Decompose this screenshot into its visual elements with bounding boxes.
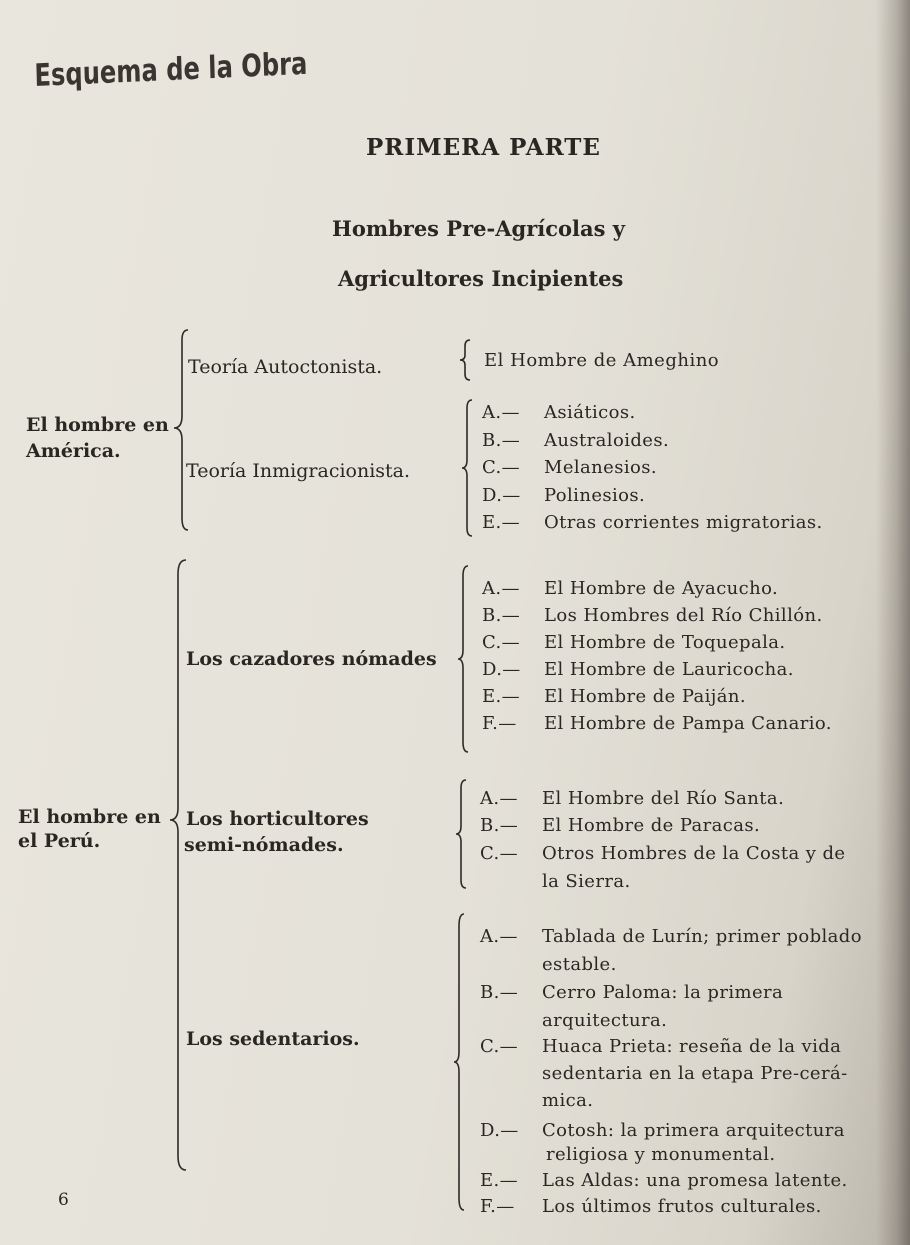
inmigracionista-brace: [458, 398, 476, 538]
list-item: E.— Otras corrientes migratorias.: [482, 512, 823, 533]
inmigracionista-label: Teoría Inmigracionista.: [186, 460, 411, 482]
peru-label-line-1: El hombre en: [18, 806, 161, 828]
horticultores-brace: [452, 778, 470, 892]
list-item: A.— El Hombre de Ayacucho.: [482, 578, 779, 599]
sedentarios-label: Los sedentarios.: [186, 1028, 360, 1050]
list-item: E.— Las Aldas: una promesa latente.: [480, 1170, 848, 1191]
autoctonista-item: El Hombre de Ameghino: [484, 350, 720, 371]
horticultores-label-line-1: Los horticultores: [186, 808, 369, 830]
cazadores-label: Los cazadores nómades: [186, 648, 437, 670]
peru-label-line-2: el Perú.: [18, 830, 101, 852]
list-item-continuation: arquitectura.: [542, 1010, 668, 1031]
subtitle-line-1: Hombres Pre-Agrícolas y: [332, 216, 625, 241]
list-item: A.— El Hombre del Río Santa.: [480, 788, 785, 809]
list-item: F.— Los últimos frutos culturales.: [480, 1196, 822, 1217]
america-label-line-2: América.: [26, 440, 121, 462]
list-item-continuation: la Sierra.: [542, 871, 631, 892]
page-number: 6: [58, 1190, 69, 1210]
horticultores-label-line-2: semi-nómades.: [184, 834, 344, 856]
part-title: PRIMERA PARTE: [366, 134, 601, 161]
list-item: D.— Polinesios.: [482, 485, 646, 506]
list-item: B.— Australoides.: [482, 430, 670, 451]
autoctonista-label: Teoría Autoctonista.: [188, 356, 383, 378]
list-item: F.— El Hombre de Pampa Canario.: [482, 713, 832, 734]
list-item: C.— Melanesios.: [482, 457, 658, 478]
list-item: B.— El Hombre de Paracas.: [480, 815, 761, 836]
list-item: A.— Tablada de Lurín; primer poblado: [480, 926, 862, 947]
list-item: E.— El Hombre de Paiján.: [482, 686, 747, 707]
list-item-continuation: estable.: [542, 954, 617, 975]
america-label-line-1: El hombre en: [26, 414, 169, 436]
list-item-continuation: religiosa y monumental.: [546, 1144, 776, 1165]
sedentarios-brace: [450, 912, 468, 1212]
list-item: B.— Los Hombres del Río Chillón.: [482, 605, 823, 626]
subtitle-line-2: Agricultores Incipientes: [338, 266, 624, 291]
list-item: C.— El Hombre de Toquepala.: [482, 632, 786, 653]
list-item: C.— Otros Hombres de la Costa y de: [480, 843, 846, 864]
list-item: A.— Asiáticos.: [482, 402, 636, 423]
cazadores-brace: [454, 564, 472, 754]
list-item: D.— El Hombre de Lauricocha.: [482, 659, 794, 680]
autoctonista-brace: [456, 338, 474, 382]
page-title: Esquema de la Obra: [34, 45, 308, 94]
list-item-continuation: sedentaria en la etapa Pre-cerá-: [542, 1063, 848, 1084]
list-item: B.— Cerro Paloma: la primera: [480, 982, 784, 1003]
list-item: C.— Huaca Prieta: reseña de la vida: [480, 1036, 842, 1057]
book-spine-shadow: [876, 0, 910, 1245]
list-item: D.— Cotosh: la primera arquitectura: [480, 1120, 845, 1141]
list-item-continuation: mica.: [542, 1090, 594, 1111]
